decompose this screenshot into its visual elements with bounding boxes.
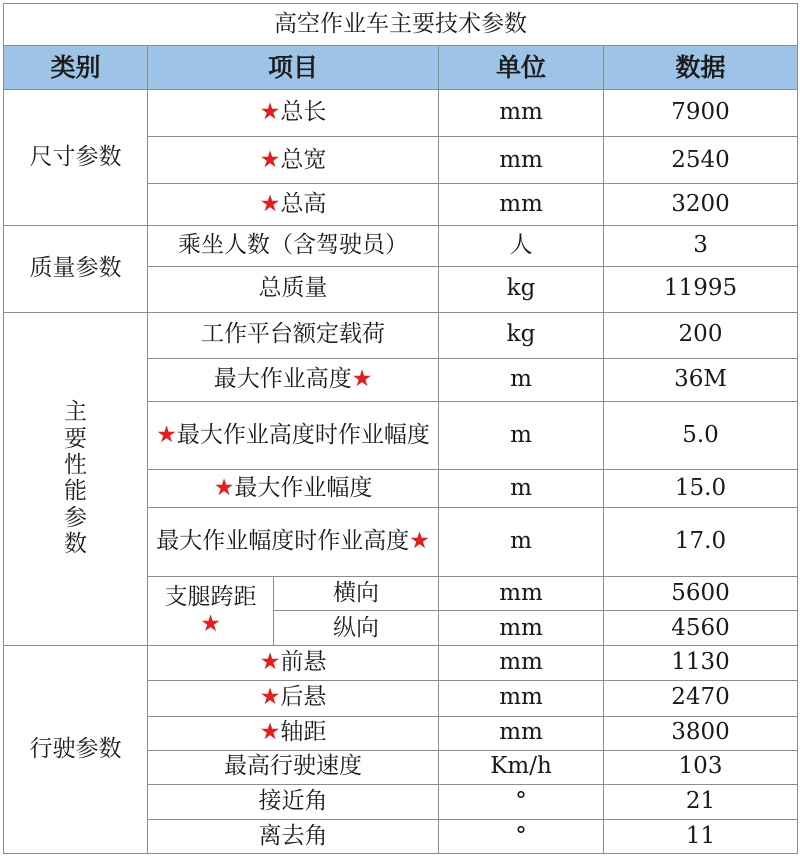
item-label: 总长 bbox=[280, 99, 327, 126]
value-cell: 200 bbox=[604, 312, 798, 358]
unit-cell: mm bbox=[439, 184, 604, 225]
unit-cell: ° bbox=[439, 819, 604, 853]
unit-cell: mm bbox=[439, 646, 604, 680]
value-cell: 3800 bbox=[604, 716, 798, 750]
item-cell: 最高行驶速度 bbox=[148, 750, 439, 784]
value-cell: 11 bbox=[604, 819, 798, 853]
star-icon: ★ bbox=[259, 99, 281, 126]
value-cell: 4560 bbox=[604, 611, 798, 646]
value-cell: 15.0 bbox=[604, 470, 798, 508]
unit-cell: mm bbox=[439, 680, 604, 716]
item-cell: 乘坐人数（含驾驶员） bbox=[148, 225, 439, 266]
value-cell: 17.0 bbox=[604, 508, 798, 577]
item-cell bbox=[148, 680, 439, 716]
value-cell: 3200 bbox=[604, 184, 798, 225]
star-icon: ★ bbox=[409, 528, 430, 555]
unit-cell: mm bbox=[439, 611, 604, 646]
category-driving: 行驶参数 bbox=[4, 646, 148, 854]
outrigger-cell bbox=[148, 577, 274, 646]
item-label: 最大作业幅度时作业高度 bbox=[156, 528, 410, 555]
item-cell bbox=[148, 184, 439, 225]
unit-cell: m bbox=[439, 508, 604, 577]
unit-cell: m bbox=[439, 470, 604, 508]
unit-cell: kg bbox=[439, 266, 604, 312]
star-icon: ★ bbox=[259, 649, 281, 676]
unit-cell: mm bbox=[439, 137, 604, 184]
item-cell: 离去角 bbox=[148, 819, 439, 853]
value-cell: 36M bbox=[604, 358, 798, 401]
star-icon: ★ bbox=[351, 366, 373, 393]
value-cell: 3 bbox=[604, 225, 798, 266]
value-cell: 1130 bbox=[604, 646, 798, 680]
item-label: 最大作业高度时作业幅度 bbox=[176, 421, 430, 448]
star-icon: ★ bbox=[259, 190, 281, 217]
item-cell bbox=[148, 358, 439, 401]
value-cell: 5600 bbox=[604, 577, 798, 611]
item-cell: 总质量 bbox=[148, 266, 439, 312]
spec-table bbox=[3, 3, 798, 854]
category-mass: 质量参数 bbox=[4, 225, 148, 312]
header-item: 项目 bbox=[148, 46, 439, 90]
unit-cell: mm bbox=[439, 90, 604, 137]
item-label: 前悬 bbox=[280, 649, 327, 676]
item-label: 最大作业幅度 bbox=[234, 474, 373, 501]
star-icon: ★ bbox=[259, 719, 281, 746]
header-row bbox=[4, 46, 798, 90]
value-cell: 103 bbox=[604, 750, 798, 784]
star-icon: ★ bbox=[213, 474, 235, 501]
category-performance bbox=[4, 312, 148, 646]
item-cell: 接近角 bbox=[148, 784, 439, 819]
item-cell bbox=[148, 137, 439, 184]
item-cell bbox=[148, 716, 439, 750]
unit-cell: kg bbox=[439, 312, 604, 358]
item-cell bbox=[148, 470, 439, 508]
item-label: 最大作业高度 bbox=[213, 366, 352, 393]
unit-cell: mm bbox=[439, 577, 604, 611]
table-title: 高空作业车主要技术参数 bbox=[4, 4, 798, 46]
table-row bbox=[4, 90, 798, 137]
unit-cell: m bbox=[439, 358, 604, 401]
value-cell: 5.0 bbox=[604, 401, 798, 469]
value-cell: 7900 bbox=[604, 90, 798, 137]
table-row bbox=[4, 225, 798, 266]
item-cell bbox=[148, 508, 439, 577]
star-icon: ★ bbox=[259, 146, 281, 173]
item-cell bbox=[148, 646, 439, 680]
table-row bbox=[4, 312, 798, 358]
value-cell: 2470 bbox=[604, 680, 798, 716]
sub-item-cell: 纵向 bbox=[274, 611, 439, 646]
unit-cell: Km/h bbox=[439, 750, 604, 784]
item-label: 总宽 bbox=[280, 146, 327, 173]
value-cell: 2540 bbox=[604, 137, 798, 184]
star-icon: ★ bbox=[156, 421, 177, 448]
star-icon: ★ bbox=[259, 684, 281, 711]
category-performance-label: 主要性能参数 bbox=[63, 399, 87, 558]
value-cell: 11995 bbox=[604, 266, 798, 312]
unit-cell: m bbox=[439, 401, 604, 469]
title-row bbox=[4, 4, 798, 46]
item-label: 总高 bbox=[280, 190, 327, 217]
item-cell bbox=[148, 90, 439, 137]
item-cell bbox=[148, 401, 439, 469]
star-icon: ★ bbox=[200, 611, 221, 638]
value-cell: 21 bbox=[604, 784, 798, 819]
item-label: 轴距 bbox=[280, 719, 327, 746]
category-dimension: 尺寸参数 bbox=[4, 90, 148, 225]
outrigger-label: 支腿跨距 bbox=[164, 583, 257, 610]
header-unit: 单位 bbox=[439, 46, 604, 90]
sub-item-cell: 横向 bbox=[274, 577, 439, 611]
unit-cell: 人 bbox=[439, 225, 604, 266]
unit-cell: ° bbox=[439, 784, 604, 819]
item-cell: 工作平台额定载荷 bbox=[148, 312, 439, 358]
item-label: 后悬 bbox=[280, 684, 327, 711]
header-value: 数据 bbox=[604, 46, 798, 90]
header-category: 类别 bbox=[4, 46, 148, 90]
table-row bbox=[4, 646, 798, 680]
unit-cell: mm bbox=[439, 716, 604, 750]
